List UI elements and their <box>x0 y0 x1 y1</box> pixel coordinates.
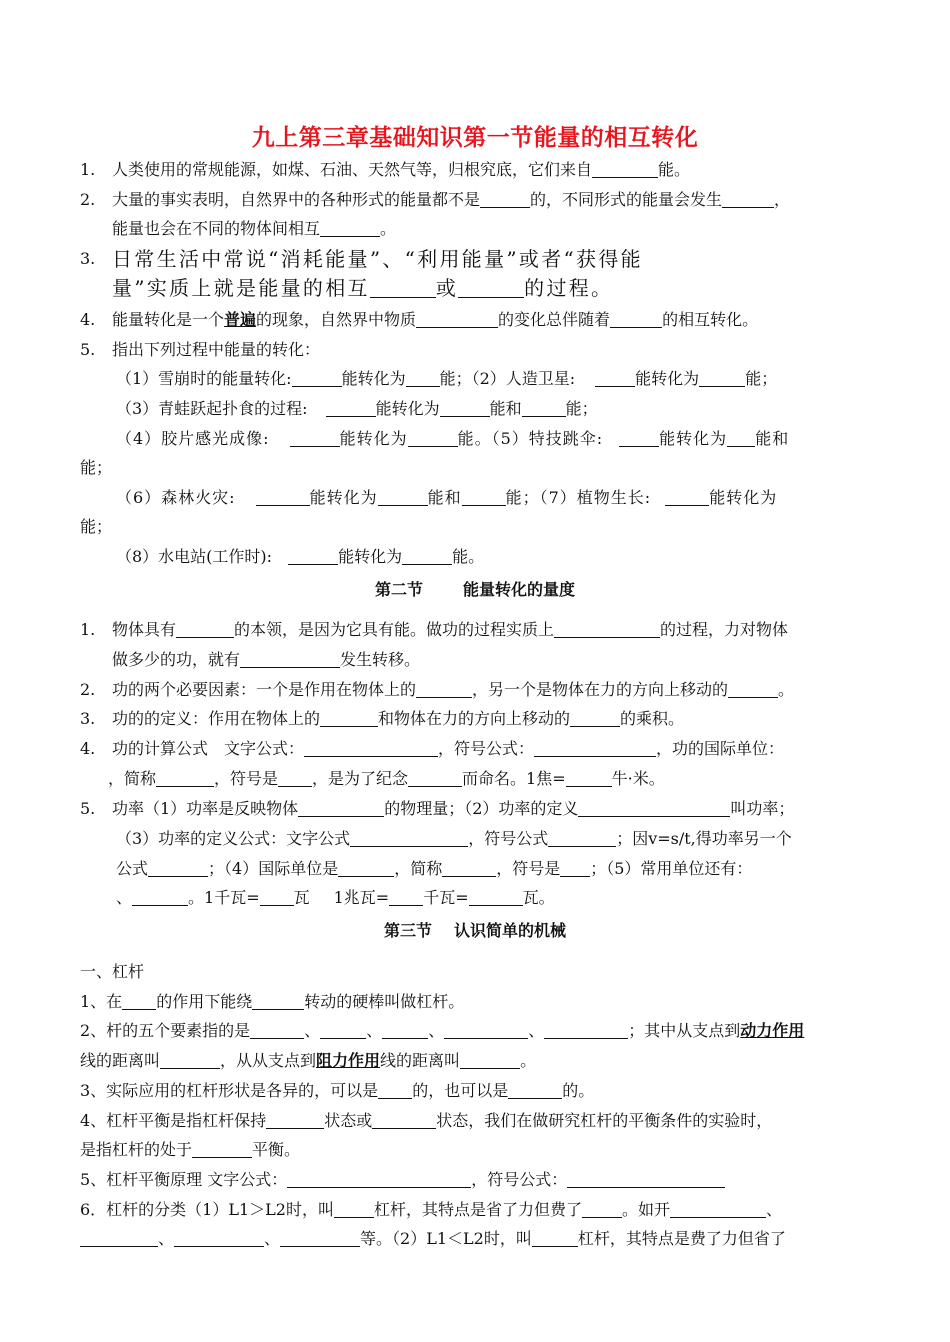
blank[interactable] <box>722 191 774 208</box>
blank[interactable] <box>292 370 342 387</box>
s3-line-6: 6．杠杆的分类（1）L1＞L2时，叫 杠杆，其特点是省了力但费了 。如开 、 <box>80 1200 783 1219</box>
item-number: 3. <box>80 709 96 728</box>
section-2-heading: 第二节 能量转化的量度 <box>374 580 576 599</box>
blank[interactable] <box>320 220 380 237</box>
s3-line-5: 5、杠杆平衡原理 文字公式： ，符号公式： <box>80 1170 725 1190</box>
s2-item-5-cont3: 、 。1千瓦= 瓦 1兆瓦= 千瓦= 瓦。 <box>116 888 555 907</box>
blank[interactable] <box>290 430 340 447</box>
blank[interactable] <box>462 489 506 506</box>
s1-item-5-row2: （3）青蛙跃起扑食的过程: 能转化为 能和 能； <box>116 399 598 418</box>
s3-line-3: 3、实际应用的杠杆形状是各异的，可以是 的，也可以是 的。 <box>80 1081 595 1100</box>
blank[interactable] <box>522 400 566 417</box>
blank[interactable] <box>619 430 659 447</box>
page-title: 九上第三章基础知识第一节能量的相互转化 <box>251 125 699 151</box>
blank[interactable] <box>416 311 498 328</box>
blank[interactable] <box>338 860 394 877</box>
blank[interactable] <box>176 621 234 638</box>
blank[interactable] <box>370 277 436 298</box>
blank[interactable] <box>260 889 294 906</box>
s2-item-5-cont1: （3）功率的定义公式：文字公式 ，符号公式 ；因v=s/t,得功率另一个 <box>116 829 792 848</box>
s3-line-4-cont: 是指杠杆的处于 平衡。 <box>80 1140 301 1159</box>
s2-item-5-cont2: 公式 ；（4）国际单位是 ，简称 ，符号是 ；（5）常用单位还有： <box>116 859 753 878</box>
blank[interactable] <box>287 1171 471 1188</box>
blank[interactable] <box>304 740 438 757</box>
blank[interactable] <box>80 1230 158 1247</box>
blank[interactable] <box>402 548 452 565</box>
blank[interactable] <box>699 370 745 387</box>
blank[interactable] <box>252 993 304 1010</box>
blank[interactable] <box>442 860 496 877</box>
blank[interactable] <box>728 681 778 698</box>
blank[interactable] <box>469 889 523 906</box>
blank[interactable] <box>460 1052 520 1069</box>
blank[interactable] <box>280 1230 360 1247</box>
blank[interactable] <box>406 370 440 387</box>
s1-item-5-row1: （1）雪崩时的能量转化: 能转化为 能；（2）人造卫星: 能转化为 能； <box>116 369 778 388</box>
s3-line-2: 2、杆的五个要素指的是 、 、 、 、 ；其中从支点到动力作用 <box>80 1021 805 1040</box>
blank[interactable] <box>578 800 730 817</box>
s1-item-5-row4: （6）森林火灾: 能转化为 能和 能；（7）植物生长: 能转化为 <box>116 488 778 507</box>
blank[interactable] <box>266 1112 324 1129</box>
blank[interactable] <box>548 830 616 847</box>
blank[interactable] <box>382 1022 428 1039</box>
blank[interactable] <box>192 1141 252 1158</box>
blank[interactable] <box>582 1201 622 1218</box>
s1-item-5-row3: （4）胶片感光成像: 能转化为 能。（5）特技跳伞: 能转化为 能和 <box>116 429 790 448</box>
s1-item-5-row3-wrap: 能； <box>80 458 113 477</box>
section-3-heading: 第三节 认识简单的机械 <box>383 921 567 940</box>
item-number: 4. <box>80 739 96 758</box>
blank[interactable] <box>288 548 338 565</box>
blank[interactable] <box>508 1082 562 1099</box>
item-number: 1. <box>80 620 96 639</box>
blank[interactable] <box>665 489 709 506</box>
blank[interactable] <box>458 277 524 298</box>
blank[interactable] <box>610 311 662 328</box>
blank[interactable] <box>389 889 423 906</box>
item-number: 4. <box>80 310 96 329</box>
blank[interactable] <box>560 860 590 877</box>
s3-line-1: 1、在 的作用下能绕 转动的硬棒叫做杠杆。 <box>80 992 465 1011</box>
blank[interactable] <box>554 621 660 638</box>
blank[interactable] <box>567 1171 725 1188</box>
blank[interactable] <box>408 430 458 447</box>
item-number: 5. <box>80 799 96 818</box>
blank[interactable] <box>160 1052 220 1069</box>
blank[interactable] <box>378 489 428 506</box>
item-number: 2. <box>80 680 96 699</box>
s3-line-4: 4、杠杆平衡是指杠杆保持 状态或 状态，我们在做研究杠杆的平衡条件的实验时， <box>80 1111 773 1130</box>
blank[interactable] <box>320 1022 366 1039</box>
blank[interactable] <box>334 1201 374 1218</box>
blank[interactable] <box>570 710 620 727</box>
s2-item-4-cont: ，简称 ，符号是 ，是为了纪念 而命名。1焦= 牛·米。 <box>108 769 665 788</box>
item-number: 2. <box>80 190 96 209</box>
s3-line-2-cont: 线的距离叫 ，从从支点到阻力作用线的距离叫 。 <box>80 1051 537 1070</box>
blank[interactable] <box>256 489 310 506</box>
blank[interactable] <box>326 400 376 417</box>
blank[interactable] <box>727 430 755 447</box>
blank[interactable] <box>298 800 384 817</box>
blank[interactable] <box>378 1082 412 1099</box>
document-page: 九上第三章基础知识第一节能量的相互转化 1. 人类使用的常规能源，如煤、石油、天然气等，归根究底，它们来自 能。 2. 大量的事实表明，自然界中的各种形式的能量都不是 的，不同形式的能量会发生 ， 能量也会在不同的物体间相互 。 3. 日常生活中常说“消耗能量”、“利用能量”或者“获得能 量”实质上就是能量的相互 或 的过程。 4. 能量转化是一个普遍的现象，自然界中物质 的变化总伴随着 的相互转化。 5. 指出下列过程中能量的转化： （1）雪崩时的能量转化: 能转化为 能；（2）人造卫星: 能转化为 能； （3）青蛙跃起扑食的过程: 能转化为 能和 能； （4）胶片感光成像: 能转化为 能。（5）特技跳伞: 能转化为 能和 能； （6）森林火灾: 能转化为 能和 能；（7）植物生长: 能转化为 能； （8）水电站(工作时): 能转化为 能。 第二节 能量转化的量度 1. 物体具有 的本领，是因为它具有能。做功的过程实质上 的过程，力对物体 做多少的功，就有 发生转移。 2. 功的两个必要因素：一个是作用在物体上的 ，另一个是物体在力的方向上移动的 。 3. 功的的定义：作用在物体上的 和物体在力的方向上移动的 的乘积。 4. 功的计算公式 文字公式： ，符号公式： ，功的国际单位： ，简称 ，符号是 ，是为了纪念 而命名。1焦= 牛·米。 5. 功率（1）功率是反映物体 的物理量；（2）功率的定义 叫功率； （3）功率的定义公式：文字公式 ，符号公式 ；因v=s/t,得功率另一个 公式 ；（4）国际单位是 ，简称 ，符号是 ；（5）常用单位还有： 、 。1千瓦= 瓦 1兆瓦= 千瓦= 瓦。 第三节 认识简单的机械 一、杠杆 1、在 的作用下能绕 转动的硬棒叫做杠杆。 2、杆的五个要素指的是 、 、 、 、 ；其中从支点到动力作用 线的距离叫 ，从从支点到阻力作用线的距离叫 。 3、实际应用的杠杆形状是各异的，可以是 的，也可以是 的。 4、杠杆平衡是指杠杆保持 状态或 状态，我们在做研究杠杆的平衡条件的实验时， 是指杠杆的处于 平衡。 5、杠杆平衡原理 文字公式： ，符号公式： 6．杠杆的分类（1）L1＞L2时，叫 杠杆，其特点是省了力但费了 。如开 、 、 、 等。（2）L1＜L2时，叫 杠杆，其特点是费了力但省了 <box>0 0 950 1342</box>
blank[interactable] <box>250 1022 304 1039</box>
blank[interactable] <box>240 651 340 668</box>
blank[interactable] <box>532 1230 578 1247</box>
blank[interactable] <box>534 740 656 757</box>
blank[interactable] <box>350 830 468 847</box>
blank[interactable] <box>416 681 472 698</box>
blank[interactable] <box>440 400 490 417</box>
blank[interactable] <box>444 1022 528 1039</box>
blank[interactable] <box>132 889 188 906</box>
blank[interactable] <box>544 1022 628 1039</box>
s1-item-5-row4-wrap: 能； <box>80 517 113 536</box>
s3-line-6-cont: 、 、 等。（2）L1＜L2时，叫 杠杆，其特点是费了力但省了 <box>80 1229 786 1249</box>
blank[interactable] <box>408 770 462 787</box>
blank[interactable] <box>566 770 612 787</box>
blank[interactable] <box>372 1112 436 1129</box>
blank[interactable] <box>156 770 214 787</box>
blank[interactable] <box>122 993 156 1010</box>
s3-subheading: 一、杠杆 <box>80 962 145 981</box>
blank[interactable] <box>595 370 635 387</box>
blank[interactable] <box>320 710 378 727</box>
blank[interactable] <box>670 1201 766 1218</box>
item-number: 3. <box>80 249 96 268</box>
blank[interactable] <box>480 191 530 208</box>
blank[interactable] <box>278 770 312 787</box>
item-number: 1. <box>80 160 96 179</box>
s1-item-5-row5: （8）水电站(工作时): 能转化为 能。 <box>116 547 485 566</box>
blank[interactable] <box>174 1230 264 1247</box>
blank[interactable] <box>148 860 208 877</box>
blank[interactable] <box>592 161 658 178</box>
item-number: 5. <box>80 340 96 359</box>
